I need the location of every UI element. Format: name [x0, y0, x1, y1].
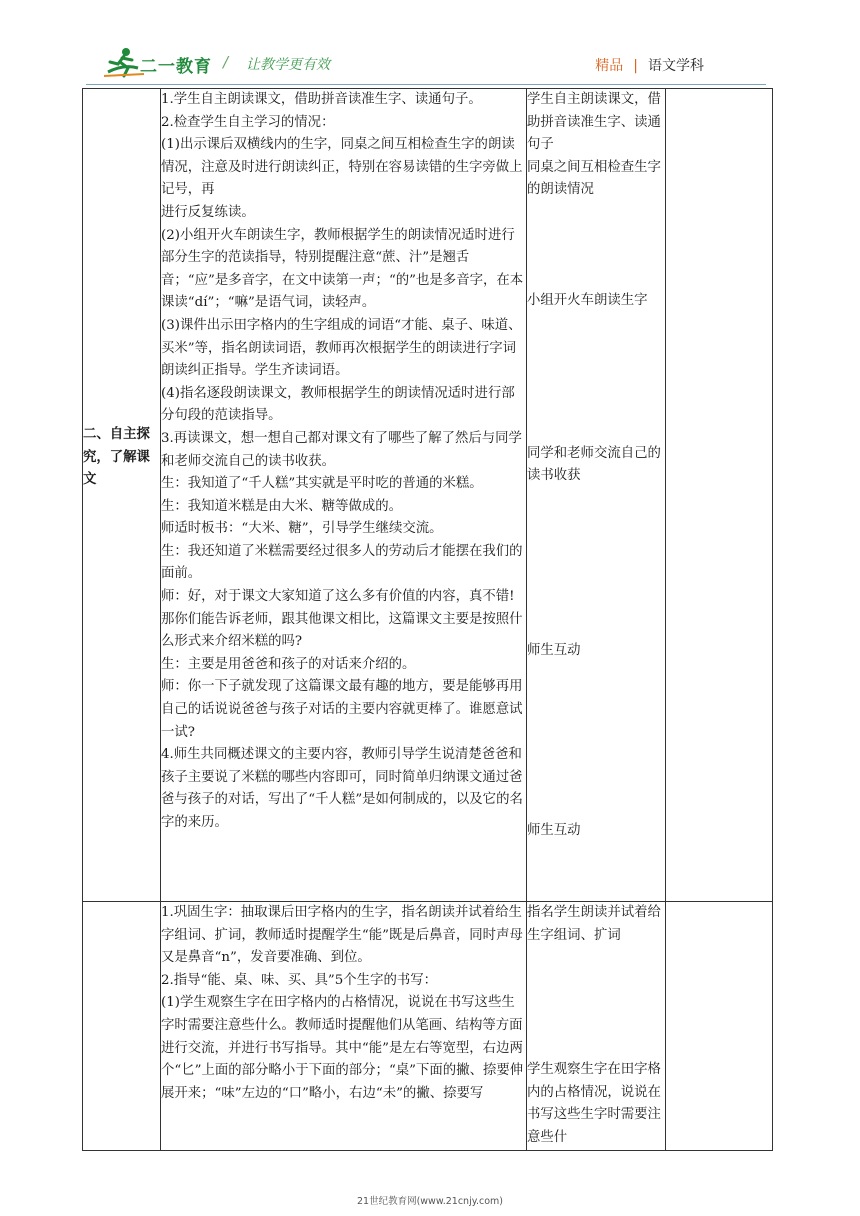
tag-label: 精品: [595, 58, 624, 74]
teacher-line: (1)出示课后双横线内的生字，同桌之间互相检查生字的朗读情况，注意及时进行朗读纠正，特别在容易读错的生字旁做上记号，再: [161, 137, 523, 198]
teacher-line: (3)课件出示田字格内的生字组成的词语“才能、桌子、味道、买米”等，指名朗读词语，教师再次根据学生的朗读进行字词朗读纠正指导。学生齐读词语。: [161, 317, 522, 379]
student-spacer: [527, 202, 665, 290]
stage-label: 二、自主探究，了解课文: [83, 427, 150, 488]
slogan: 让教学更有效: [246, 57, 330, 73]
student-activity-cell: [527, 89, 666, 902]
table-row: [83, 89, 773, 902]
teacher-line: (1)学生观察生字在田字格内的占格情况，说说在书写这些生字时需要注意些什么。教师适时提醒他们从笔画、结构等方面进行交流，并进行书写指导。其中“能”是左右等宽型，右边两个“匕”上面的部分略小于下面的部分；“桌”下面的撇、捺要伸展开来；“味”左边的“口”略小，右边“未”的撇、捺要写: [161, 995, 524, 1101]
teacher-line: 师：你一下子就发现了这篇课文最有趣的地方，要是能够再用自己的话说说爸爸与孩子对话的主要内容就更棒了。谁愿意试一试?: [161, 679, 523, 740]
stage-spacer: [83, 89, 160, 424]
student-spacer: [527, 662, 665, 820]
page-header: [0, 0, 860, 86]
teacher-line: (2)小组开火车朗读生字，教师根据学生的朗读情况适时进行部分生字的范读指导，特别提醒注意“蔗、汁”是翘舌音；“应”是多音字，在文中读第一声；“的”也是多音字，在本课读“dí”；“嘛”是语气词，读轻声。: [161, 227, 524, 311]
stage-cell: [83, 89, 161, 902]
table-row: [83, 902, 773, 1151]
teacher-line: 生：主要是用爸爸和孩子的对话来介绍的。: [161, 656, 416, 672]
teacher-line: 2.指导“能、桌、味、买、具”5个生字的书写：: [161, 972, 438, 988]
teacher-line: (4)指名逐段朗读课文，教师根据学生的朗读情况适时进行部分句段的范读指导。: [161, 385, 515, 424]
teacher-activity-cell: [161, 902, 527, 1151]
notes-cell: [666, 89, 773, 902]
student-line: 指名学生朗读并试着给生字组词、扩词: [527, 905, 661, 943]
teacher-line: 1.学生自主朗读课文，借助拼音读准生字、读通句子。: [161, 92, 482, 107]
subject-label: 语文学科: [648, 58, 704, 74]
lesson-plan-table: [82, 88, 773, 1151]
teacher-line: 3.再读课文，想一想自己都对课文有了哪些了解了然后与同学和老师交流自己的读书收获。: [161, 430, 522, 469]
student-spacer: [527, 947, 665, 1059]
student-activity-cell: [527, 902, 666, 1151]
student-line: 学生自主朗读课文，借助拼音读准生字、读通句子: [527, 92, 661, 153]
teacher-line: 进行反复练读。: [161, 204, 255, 220]
teacher-line: 生：我还知道了米糕需要经过很多人的劳动后才能摆在我们的面前。: [161, 543, 523, 582]
tag-separator: |: [633, 58, 638, 74]
page-footer: 21世纪教育网(www.21cnjy.com): [356, 1196, 503, 1207]
student-line: 学生观察生字在田字格内的占格情况，说说在书写这些生字时需要注意些什: [527, 1062, 661, 1145]
logo-text: 二一教育: [140, 57, 212, 77]
student-spacer: [527, 313, 665, 443]
student-line: 师生互动: [527, 823, 581, 839]
student-line: 小组开火车朗读生字: [527, 292, 648, 308]
teacher-line: 生：我知道米糕是由大米、糖等做成的。: [161, 498, 403, 514]
teacher-line: 1.巩固生字：抽取课后田字格内的生字，指名朗读并试着给生字组词、扩词，教师适时提醒学生“能”既是后鼻音，同时声母又是鼻音“n”，发音要准确、到位。: [161, 905, 523, 966]
teacher-line: 师：好，对于课文大家知道了这么多有价值的内容，真不错!那你们能告诉老师，跟其他课文相比，这篇课文主要是按照什么形式来介绍米糕的吗?: [161, 589, 523, 650]
brand-label: [595, 55, 704, 75]
student-line: 同学和老师交流自己的读书收获: [527, 445, 661, 484]
header-rule: [86, 84, 766, 85]
teacher-line: 2.检查学生自主学习的情况：: [161, 114, 335, 130]
teacher-line: 4.师生共同概述课文的主要内容，教师引导学生说清楚爸爸和孩子主要说了米糕的哪些内容即可，同时简单归纳课文通过爸爸与孩子的对话，写出了“千人糕”是如何制成的，以及它的名字的来历。: [161, 747, 523, 830]
teacher-activity-cell: [161, 89, 527, 902]
stage-cell: [83, 902, 161, 1151]
notes-cell: [666, 902, 773, 1151]
header-divider: /: [223, 53, 229, 71]
teacher-line: 师适时板书：“大米、糖”，引导学生继续交流。: [161, 521, 443, 537]
student-line: 同桌之间互相检查生字的朗读情况: [527, 159, 661, 198]
student-line: 师生互动: [527, 642, 581, 658]
teacher-line: 生：我知道了“千人糕”其实就是平时吃的普通的米糕。: [161, 476, 483, 492]
student-spacer: [527, 488, 665, 640]
